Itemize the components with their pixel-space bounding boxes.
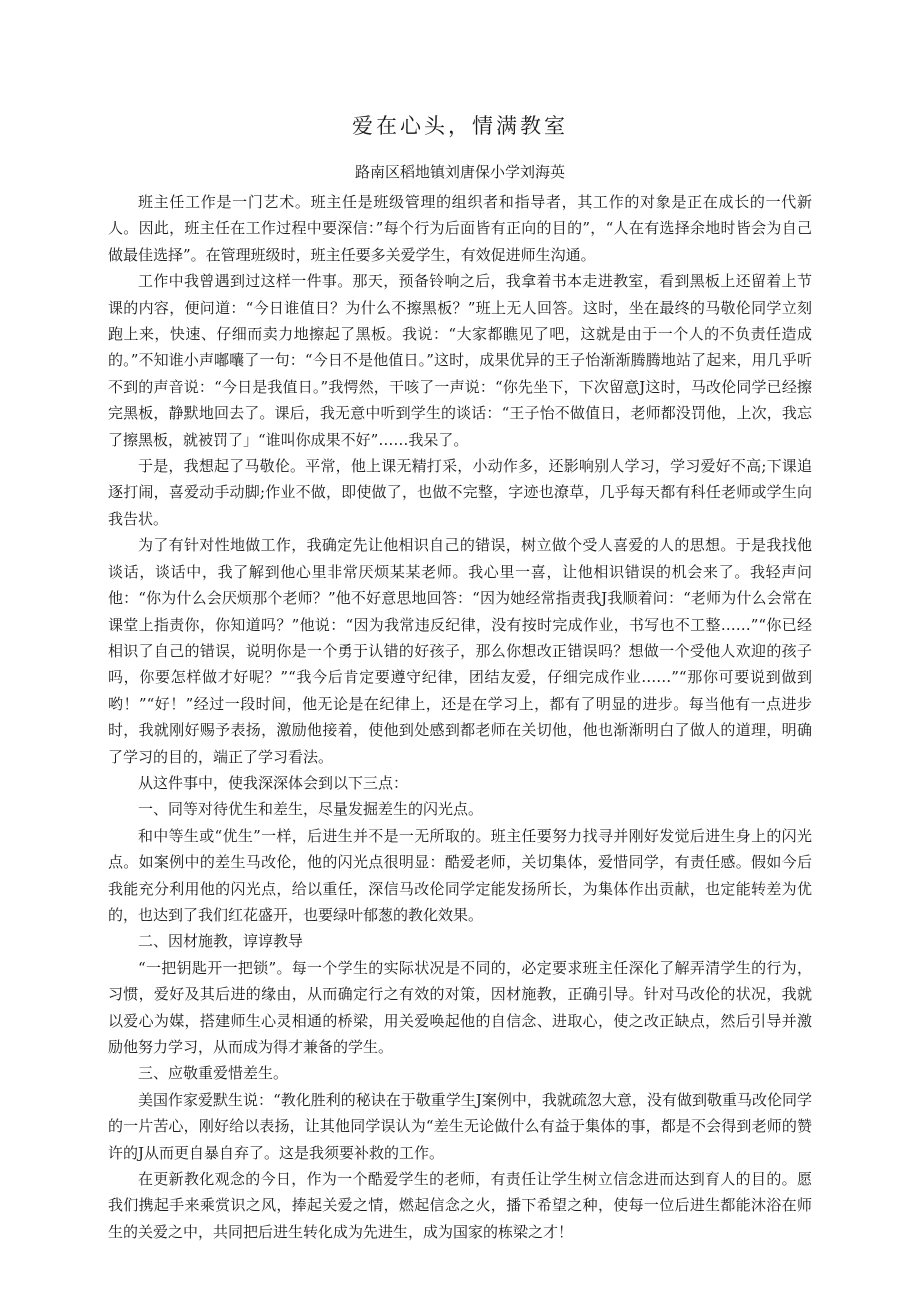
paragraph-reflection: 于是，我想起了马敬伦。平常，他上课无精打采，小动作多，还影响别人学习，学习爱好不高;下课追逐打闹，喜爱动手动脚;作业不做，即使做了，也做不完整，字迹也潦草，几乎每天都有科任老师或学生向我告状。 — [108, 457, 812, 528]
section-heading-1: 一、同等对待优生和差生，尽量发掘差生的闪光点。 — [138, 800, 484, 819]
section-heading-3: 三、应敬重爱惜差生。 — [138, 1064, 289, 1083]
section-text-2: “一把钥匙开一把锁”。每一个学生的实际状况是不同的，必定要求班主任深化了解弄清学生的行为，习惯，爱好及其后进的缘由，从而确定行之有效的对策，因材施教，正确引导。针对马改伦的状况，我就以爱心为媒，搭建师生心灵相通的桥梁，用关爱唤起他的自信念、进取心，使之改正缺点，然后引导并激励他努力学习，从而成为得才兼备的学生。 — [108, 958, 812, 1056]
paragraph-lessons-intro: 从这件事中，使我深深体会到以下三点： — [138, 773, 409, 792]
paragraph-intro: 班主任工作是一门艺术。班主任是班级管理的组织者和指导者，其工作的对象是正在成长的一代新人。因此，班主任在工作过程中要深信：”每个行为后面皆有正向的目的”，“人在有选择余地时皆会为自己做最佳选择”。在管理班级时，班主任要多关爱学生，有效促进师生沟通。 — [108, 193, 812, 264]
section-heading-2: 二、因材施教，谆谆教导 — [138, 932, 304, 951]
section-text-3: 美国作家爱默生说：“教化胜利的秘诀在于敬重学生J案例中，我就疏忽大意，没有做到敬重马改伦同学的一片苦心，刚好给以表扬，让其他同学误认为“差生无论做什么有益于集体的事，都是不会得到老师的赞许的J从而更自暴自弃了。这是我须要补救的工作。 — [108, 1090, 812, 1162]
paragraph-conclusion: 在更新教化观念的今日，作为一个酷爱学生的老师，有责任让学生树立信念进而达到育人的目的。愿我们携起手来乘赏识之风，捧起关爱之情，燃起信念之火，播下希望之种，使每一位后进生都能沐浴在师生的关爱之中，共同把后进生转化成为先进生，成为国家的栋梁之才！ — [108, 1170, 812, 1241]
paragraph-conversation: 为了有针对性地做工作，我确定先让他相识自己的错误，树立做个受人喜爱的人的思想。于是我找他谈话，谈话中，我了解到他心里非常厌烦某某老师。我心里一喜，让他相识错误的机会来了。我轻声问他：“你为什么会厌烦那个老师？”他不好意思地回答：“因为她经常指责我J我顺着问：“老师为什么会常在课堂上指责你，你知道吗？”他说：“因为我常违反纪律，没有按时完成作业，书写也不工整……”“你已经相识了自己的错误，说明你是一个勇于认错的好孩子，那么你想改正错误吗？想做一个受他人欢迎的孩子吗，你要怎样做才好呢？”“我今后肯定要遵守纪律，团结友爱，仔细完成作业……”“那你可要说到做到哟！”“好！”经过一段时间，他无论是在纪律上，还是在学习上，都有了明显的进步。每当他有一点进步时，我就刚好赐予表扬，激励他接着，使他到处感到都老师在关切他，他也渐渐明白了做人的道理，明确了学习的目的，端正了学习看法。 — [108, 536, 812, 766]
document-title: 爱在心头，情满教室 — [352, 114, 568, 138]
paragraph-story: 工作中我曾遇到过这样一件事。那天，预备铃响之后，我拿着书本走进教室，看到黑板上还留着上节课的内容，便问道：“今日谁值日？为什么不擦黑板？”班上无人回答。这时，坐在最终的马敬伦同学立刻跑上来，快速、仔细而卖力地擦起了黑板。我说：“大家都瞧见了吧，这就是由于一个人的不负责任造成的。”不知谁小声嘟囔了一句：“今日不是他值日。”这时，成果优异的王子怡渐渐腾腾地站了起来，用几乎听不到的声音说：“今日是我值日。”我愕然，干咳了一声说：“你先坐下，下次留意J这时，马改伦同学已经擦完黑板，静默地回去了。课后，我无意中听到学生的谈话：“王子怡不做值日，老师都没罚他，上次，我忘了擦黑板，就被罚了」“谁叫你成果不好”……我呆了。 — [108, 272, 812, 449]
section-text-1: 和中等生或“优生”一样，后进生并不是一无所取的。班主任要努力找寻并刚好发觉后进生身上的闪光点。如案例中的差生马改伦，他的闪光点很明显：酷爱老师，关切集体，爱惜同学，有责任感。假如今后我能充分利用他的闪光点，给以重任，深信马改伦同学定能发扬所长，为集体作出贡献，也定能转差为优的，也达到了我们红花盛开，也要绿叶郁葱的教化效果。 — [108, 826, 812, 924]
author-line: 路南区稻地镇刘唐保小学刘海英 — [354, 163, 565, 181]
document-page — [108, 112, 812, 1245]
